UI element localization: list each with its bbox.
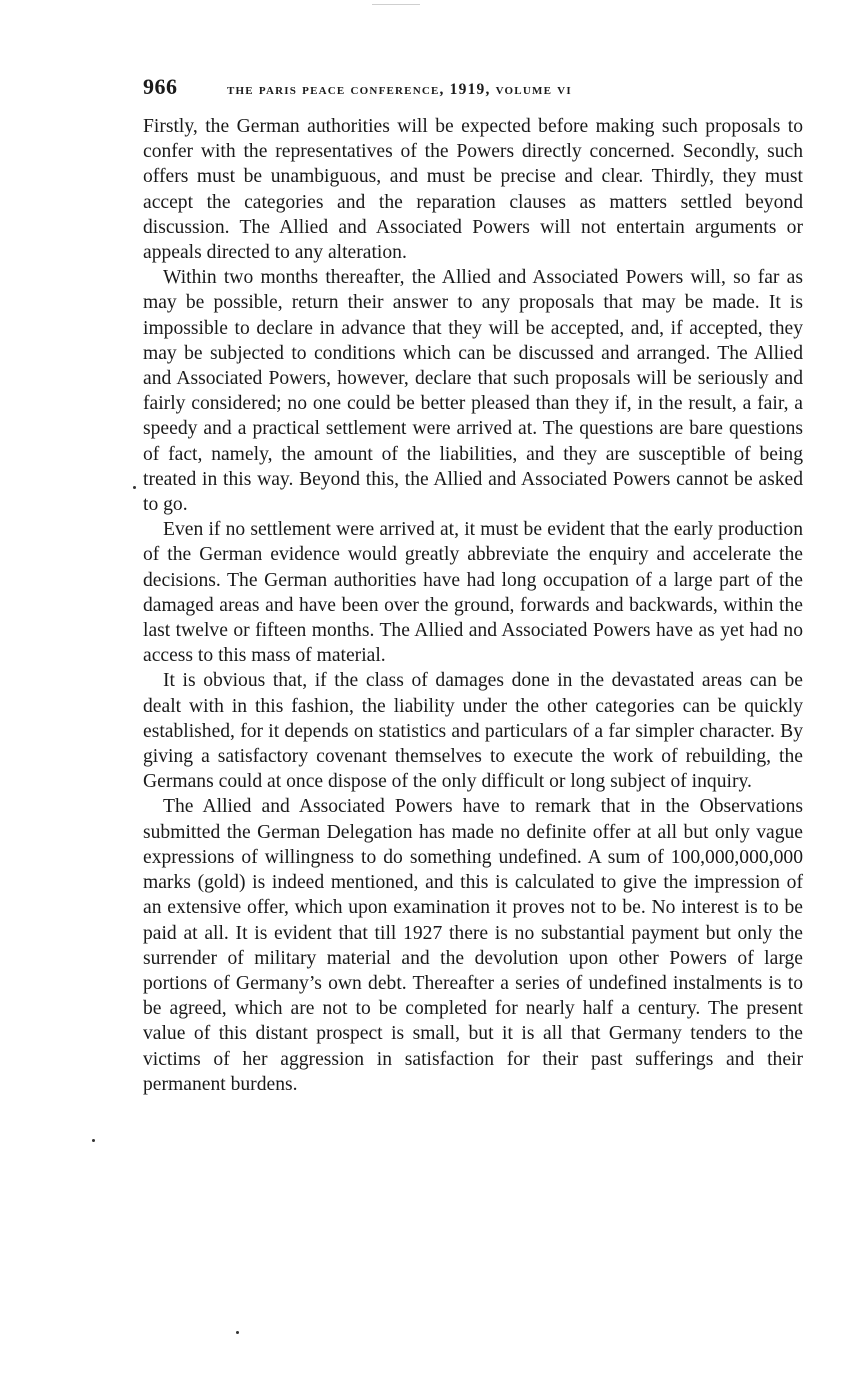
scan-speck xyxy=(236,1331,239,1334)
paragraph-1: Firstly, the German authorities will be expected before making such proposals to confer with the representatives of the Powers directly concerned. Secondly, such offers must be unambiguous, and must be precise and clear. Thirdly, they must accept the categories and the reparation clauses as matters settled beyond discussion. The Allied and Associated Powers will not entertain arguments or appeals directed to any alteration. xyxy=(143,116,803,264)
paragraph-2: Within two months thereafter, the Allied and Associated Powers will, so far as may be possible, return their answer to any proposals that may be made. It is impossible to declare in advance that they will be accepted, and, if accepted, they may be subjected to conditions which can be discussed and arranged. The Allied and Associated Powers, however, declare that such proposals will be seriously and fairly considered; no one could be better pleased than they if, in the result, a fair, a speedy and a practical settlement were arrived at. The questions are bare questions of fact, namely, the amount of the liabilities, and they are susceptible of being treated in this way. Beyond this, the Allied and Associated Powers cannot be asked to go. xyxy=(143,267,803,516)
document-page xyxy=(143,74,803,1097)
body-text xyxy=(143,114,803,1097)
running-title: the paris peace conference, 1919, volume vi xyxy=(227,81,572,98)
scan-edge-mark xyxy=(372,4,420,5)
scan-speck xyxy=(92,1139,95,1142)
running-head xyxy=(143,74,803,108)
paragraph-4: It is obvious that, if the class of damages done in the devastated areas can be dealt with in this fashion, the liability under the other categories can be quickly established, for it depends on statistics and particulars of a far simpler character. By giving a satisfactory covenant themselves to execute the work of rebuilding, the Germans could at once dispose of the only difficult or long subject of inquiry. xyxy=(143,670,803,793)
page-number: 966 xyxy=(143,74,178,99)
scan-speck xyxy=(133,486,136,489)
paragraph-3: Even if no settlement were arrived at, it must be evident that the early production of the German evidence would greatly abbreviate the enquiry and accelerate the decisions. The German authorities have had long occupation of a large part of the damaged areas and have been over the ground, forwards and backwards, within the last twelve or fifteen months. The Allied and Associated Powers have as yet had no access to this mass of material. xyxy=(143,519,803,667)
paragraph-5: The Allied and Associated Powers have to remark that in the Observations submitted the German Delegation has made no definite offer at all but only vague expressions of willingness to do something undefined. A sum of 100,000,000,000 marks (gold) is indeed mentioned, and this is calculated to give the impression of an extensive offer, which upon examination it proves not to be. No interest is to be paid at all. It is evident that till 1927 there is no substantial payment but only the surrender of military material and the devolution upon other Powers of large portions of Germany’s own debt. Thereafter a series of undefined instalments is to be agreed, which are not to be completed for nearly half a century. The present value of this distant prospect is small, but it is all that Germany tenders to the victims of her aggression in satisfaction for their past sufferings and their permanent burdens. xyxy=(143,796,803,1095)
